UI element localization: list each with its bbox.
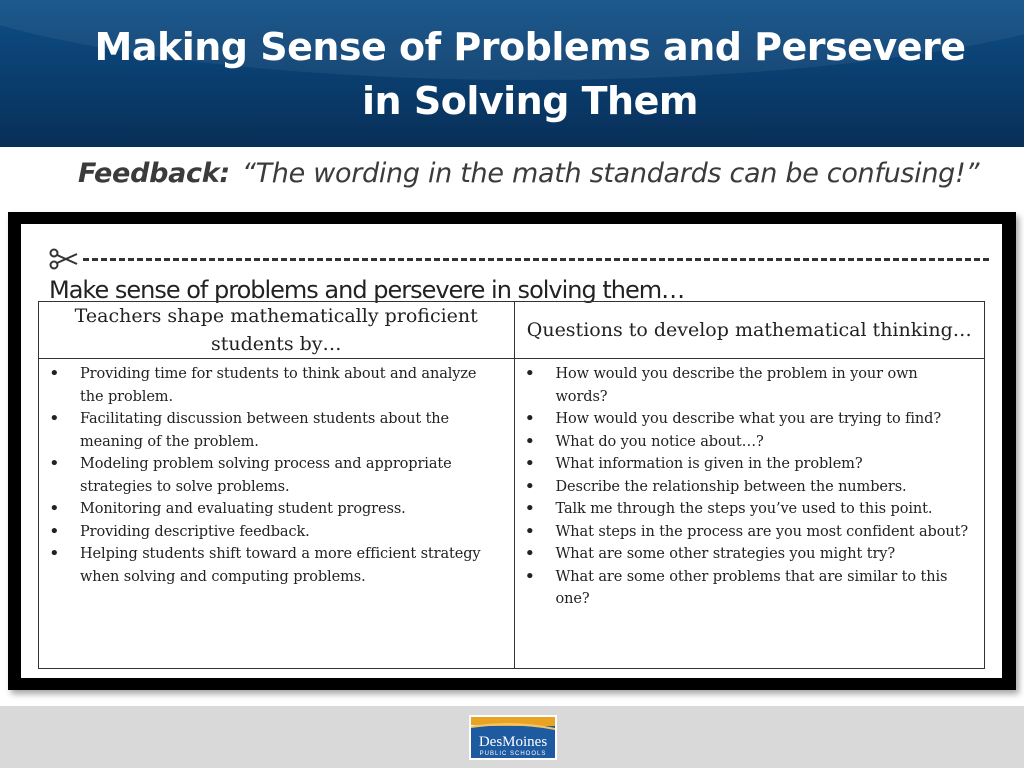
feedback-quote: “The wording in the math standards can be confusing!” [241, 158, 980, 189]
list-item: • How would you describe what you are trying to find? [523, 408, 975, 431]
list-item: • What do you notice about…? [523, 431, 975, 454]
svg-text:PUBLIC SCHOOLS: PUBLIC SCHOOLS [479, 751, 547, 757]
list-item: • Talk me through the steps you’ve used to this point. [523, 498, 975, 521]
list-item: • How would you describe the problem in your own words? [523, 363, 975, 408]
list-item: • Helping students shift toward a more efficient strategy when solving and computing problems. [47, 543, 504, 588]
list-item: • Modeling problem solving process and appropriate strategies to solve problems. [47, 453, 504, 498]
column-header-questions: Questions to develop mathematical thinking… [514, 302, 985, 359]
slide-title [0, 20, 1024, 128]
column-header-teachers: Teachers shape mathematically proficient students by… [39, 302, 515, 359]
footer-bar [0, 706, 1024, 768]
list-item: • What are some other strategies you might try? [523, 543, 975, 566]
feedback-label: Feedback: [78, 158, 230, 189]
feedback-line [78, 158, 1008, 198]
list-item: • Providing descriptive feedback. [47, 521, 504, 544]
questions-cell [514, 359, 985, 669]
dashed-cut-line [83, 258, 989, 261]
list-item: • Monitoring and evaluating student progress. [47, 498, 504, 521]
svg-text:DesMoines: DesMoines [478, 734, 548, 750]
standards-table [38, 301, 985, 669]
des-moines-public-schools-logo [469, 715, 557, 760]
list-item: • Facilitating discussion between students about the meaning of the problem. [47, 408, 504, 453]
worksheet-heading: Make sense of problems and persevere in solving them… [49, 276, 685, 304]
list-item: • Describe the relationship between the numbers. [523, 476, 975, 499]
title-banner [0, 0, 1024, 147]
list-item: • What are some other problems that are similar to this one? [523, 566, 975, 611]
questions-list [523, 363, 975, 611]
teacher-actions-list [47, 363, 504, 588]
table-row [39, 359, 985, 669]
scissors-icon [49, 248, 79, 270]
list-item: • What information is given in the problem? [523, 453, 975, 476]
table-header-row [39, 302, 985, 359]
list-item: • What steps in the process are you most confident about? [523, 521, 975, 544]
teacher-actions-cell [39, 359, 515, 669]
slide-title-line-1: Making Sense of Problems and Persevere [94, 25, 966, 69]
cut-line [49, 246, 989, 272]
worksheet-frame [8, 212, 1016, 690]
slide-title-line-2: in Solving Them [362, 79, 698, 123]
worksheet-image [21, 224, 1002, 678]
list-item: • Providing time for students to think about and analyze the problem. [47, 363, 504, 408]
